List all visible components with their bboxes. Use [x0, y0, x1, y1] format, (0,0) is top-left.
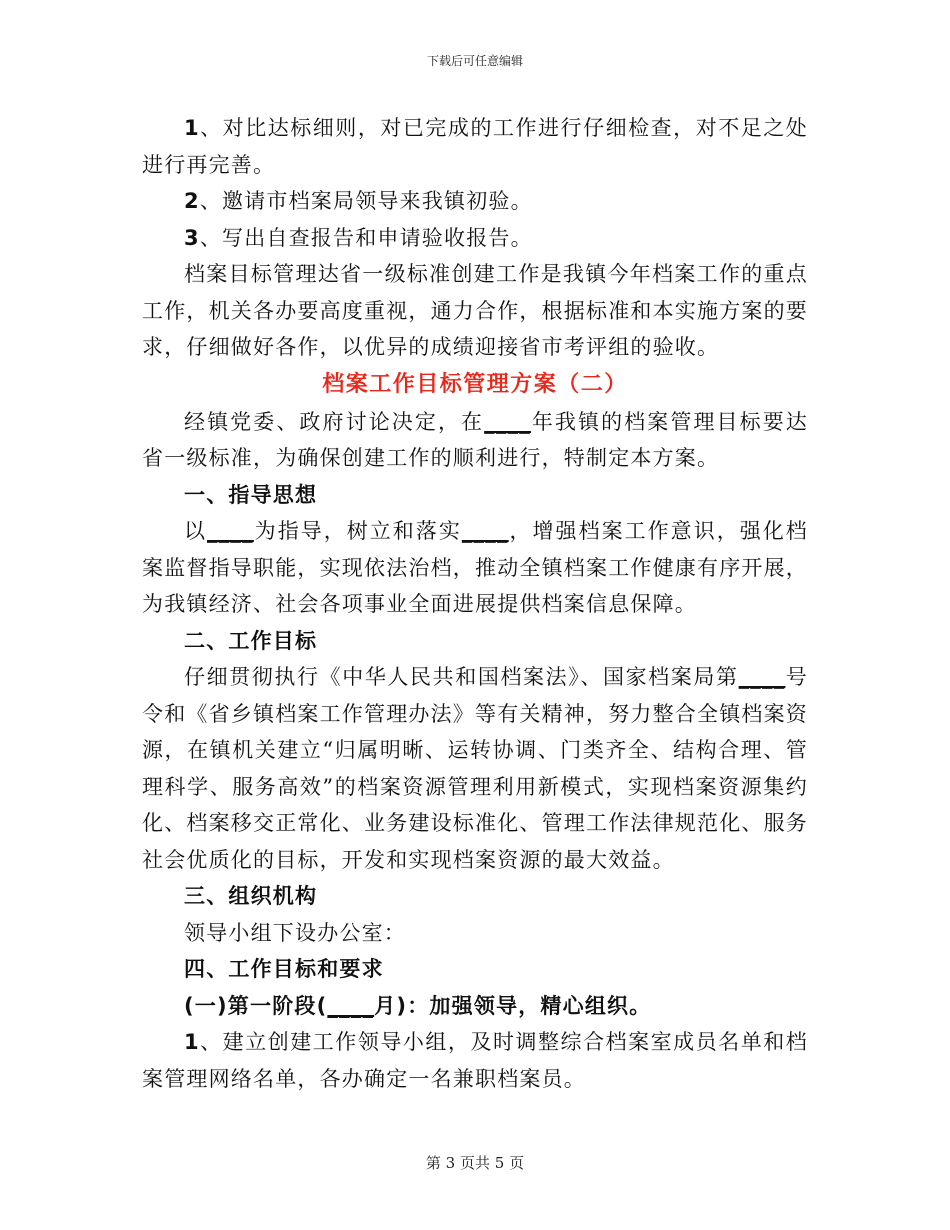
blank-field: ____: [461, 519, 509, 543]
blank-field: ____: [207, 519, 254, 543]
text-run: 仔细贯彻执行《中华人民共和国档案法》、国家档案局第: [184, 665, 739, 689]
page-footer: 第 3 页共 5 页: [425, 1154, 525, 1172]
list-item: [142, 110, 808, 183]
item-text: 、对比达标细则，对已完成的工作进行仔细检查，对不足之处进行再完善。: [142, 116, 808, 177]
item-number: 1: [184, 1030, 200, 1054]
conclusion-paragraph: 档案目标管理达省一级标准创建工作是我镇今年档案工作的重点工作，机关各办要高度重视，通力合作，根据标准和本实施方案的要求，仔细做好各作，以优异的成绩迎接省市考评组的验收。: [142, 262, 808, 359]
blank-field: ____: [327, 993, 375, 1018]
list-item: [142, 220, 808, 257]
section-paragraph: 领导小组下设办公室：: [184, 920, 406, 945]
text-run: 经镇党委、政府讨论决定，在: [184, 409, 485, 434]
item-number: 1: [184, 116, 200, 140]
item-text: 、建立创建工作领导小组，及时调整综合档案室成员名单和档案管理网络名单，各办确定一名兼职档案员。: [142, 1030, 808, 1091]
intro-paragraph: [142, 404, 808, 477]
list-item: [142, 1024, 808, 1097]
blank-field: ____: [738, 665, 786, 689]
section-paragraph: [142, 513, 808, 623]
item-number: 3: [184, 225, 200, 250]
section-heading: 四、工作目标和要求: [184, 957, 384, 981]
item-text: 、写出自查报告和申请验收报告。: [199, 225, 533, 250]
page-header: 下载后可任意编辑: [426, 54, 523, 68]
item-number: 2: [184, 189, 200, 213]
section-paragraph: [142, 659, 808, 878]
item-text: 、邀请市档案局领导来我镇初验。: [199, 189, 533, 213]
text-run: 以: [184, 519, 208, 543]
section-heading: 三、组织机构: [184, 884, 318, 908]
text-run: 号令和《省乡镇档案工作管理办法》等有关精神，努力整合全镇档案资源，在镇机关建立“归属明晰、运转协调、门类齐全、结构合理、管理科学、服务高效”的档案资源管理利用新模式，实现档案资源集约化、档案移交正常化、业务建设标准化、管理工作法律规范化、服务社会优质化的目标，开发和实现档案资源的最大效益。: [142, 665, 809, 872]
subsection-heading: [142, 988, 808, 1025]
section-heading: 一、指导思想: [184, 482, 318, 507]
text-run: 月)：加强领导，精心组织。: [374, 993, 652, 1018]
text-run: 年我镇的档案管理目标要达省一级标准，为确保创建工作的顺利进行，特制定本方案。: [142, 409, 808, 470]
section-heading: 二、工作目标: [184, 628, 318, 653]
text-run: (一)第一阶段(: [184, 993, 328, 1018]
text-run: 为指导，树立和落实: [253, 519, 462, 543]
text-run: ，增强档案工作意识，强化档案监督指导职能，实现依法治档，推动全镇档案工作健康有序开展，为我镇经济、社会各项事业全面进展提供档案信息保障。: [142, 519, 808, 616]
blank-field: ____: [484, 409, 531, 434]
list-item: [142, 183, 808, 220]
document-body: [142, 110, 808, 1097]
document-title: 档案工作目标管理方案（二）: [322, 371, 628, 397]
